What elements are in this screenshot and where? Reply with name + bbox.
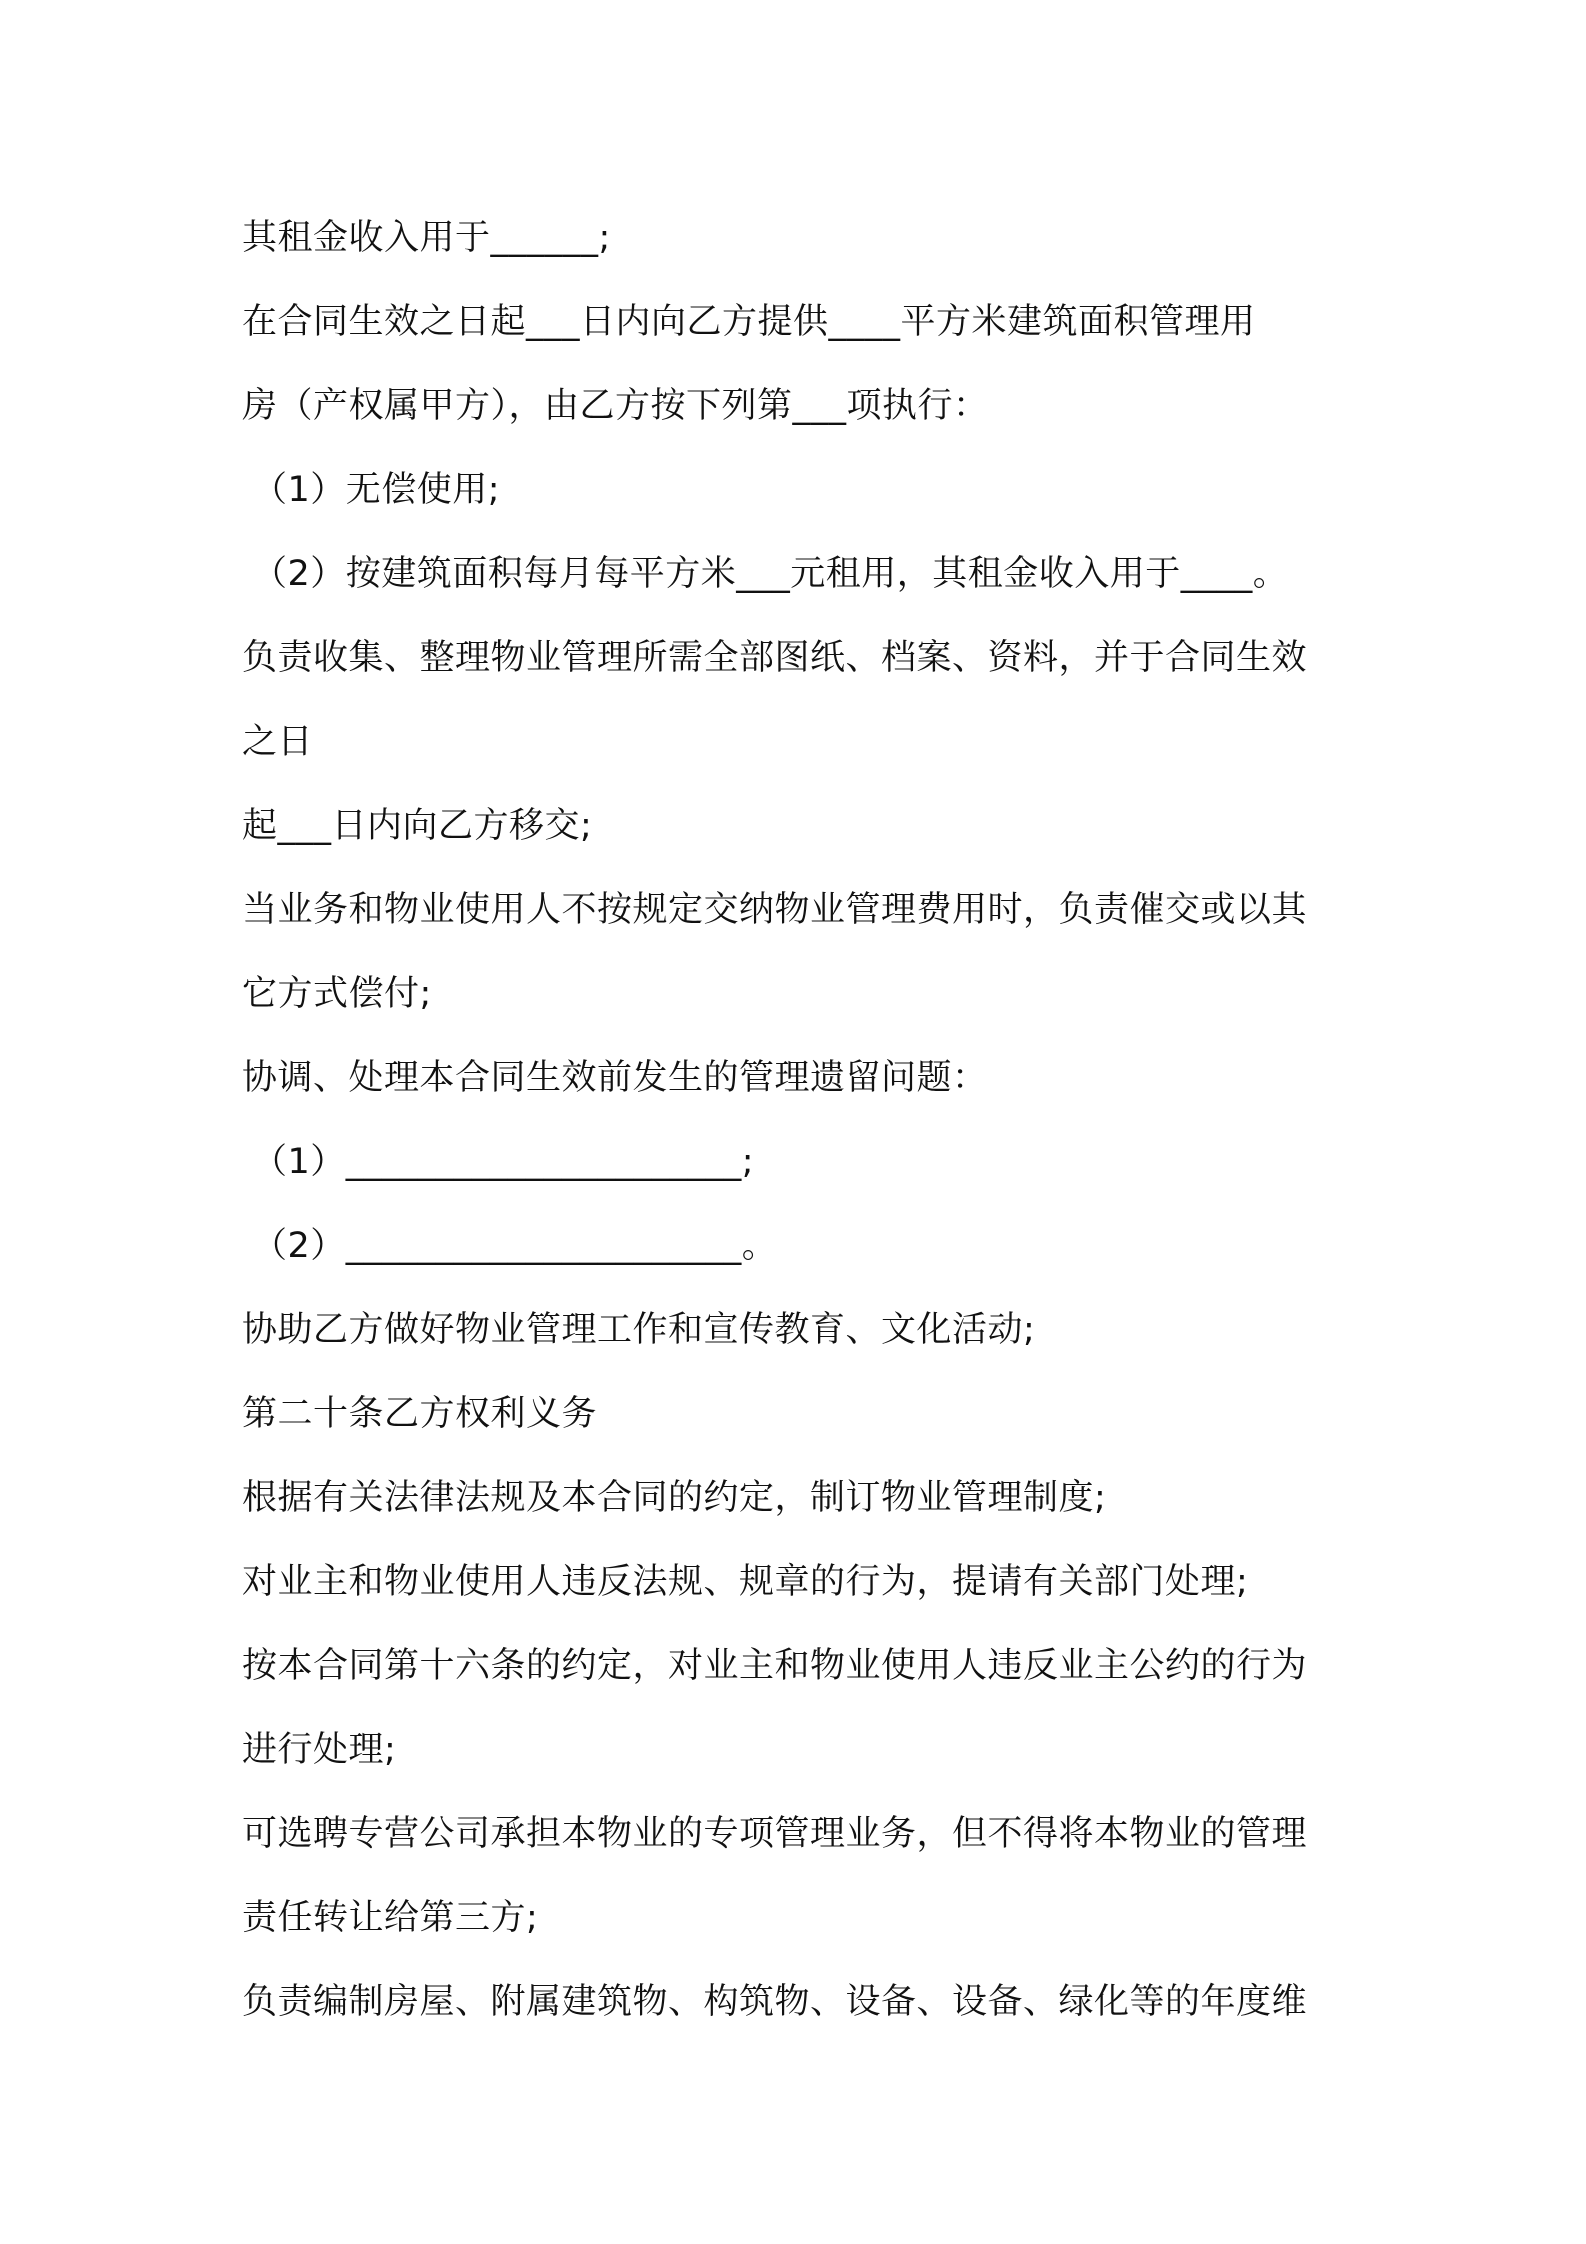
text-line: 按本合同第十六条的约定，对业主和物业使用人违反业主公约的行为	[242, 1646, 1308, 1686]
text-line: 当业务和物业使用人不按规定交纳物业管理费用时，负责催交或以其	[242, 890, 1308, 930]
text-line: 协调、处理本合同生效前发生的管理遗留问题：	[242, 1058, 988, 1098]
text-line: 责任转让给第三方;	[242, 1898, 539, 1938]
text-line: 它方式偿付;	[242, 974, 432, 1014]
text-line: 起___日内向乙方移交;	[242, 806, 593, 846]
list-item: （1）无偿使用;	[252, 470, 501, 510]
text-line: 可选聘专营公司承担本物业的专项管理业务，但不得将本物业的管理	[242, 1814, 1308, 1854]
list-item: （2）按建筑面积每月每平方米___元租用，其租金收入用于____。	[252, 554, 1289, 594]
text-line: 负责收集、整理物业管理所需全部图纸、档案、资料，并于合同生效	[242, 638, 1308, 678]
text-line: 其租金收入用于______;	[242, 218, 611, 258]
list-item: （2）______________________。	[252, 1226, 778, 1266]
text-line: 进行处理;	[242, 1730, 397, 1770]
text-line: 根据有关法律法规及本合同的约定，制订物业管理制度;	[242, 1478, 1107, 1518]
section-heading: 第二十条乙方权利义务	[242, 1394, 598, 1434]
list-item: （1）______________________;	[252, 1142, 755, 1182]
text-line: 房（产权属甲方），由乙方按下列第___项执行：	[242, 386, 989, 426]
text-line: 在合同生效之日起___日内向乙方提供____平方米建筑面积管理用	[242, 302, 1256, 342]
text-line: 对业主和物业使用人违反法规、规章的行为，提请有关部门处理;	[242, 1562, 1249, 1602]
text-line: 协助乙方做好物业管理工作和宣传教育、文化活动;	[242, 1310, 1036, 1350]
text-line: 之日	[242, 722, 314, 762]
text-line: 负责编制房屋、附属建筑物、构筑物、设备、设备、绿化等的年度维	[242, 1982, 1308, 2022]
document-body	[242, 196, 1362, 2044]
